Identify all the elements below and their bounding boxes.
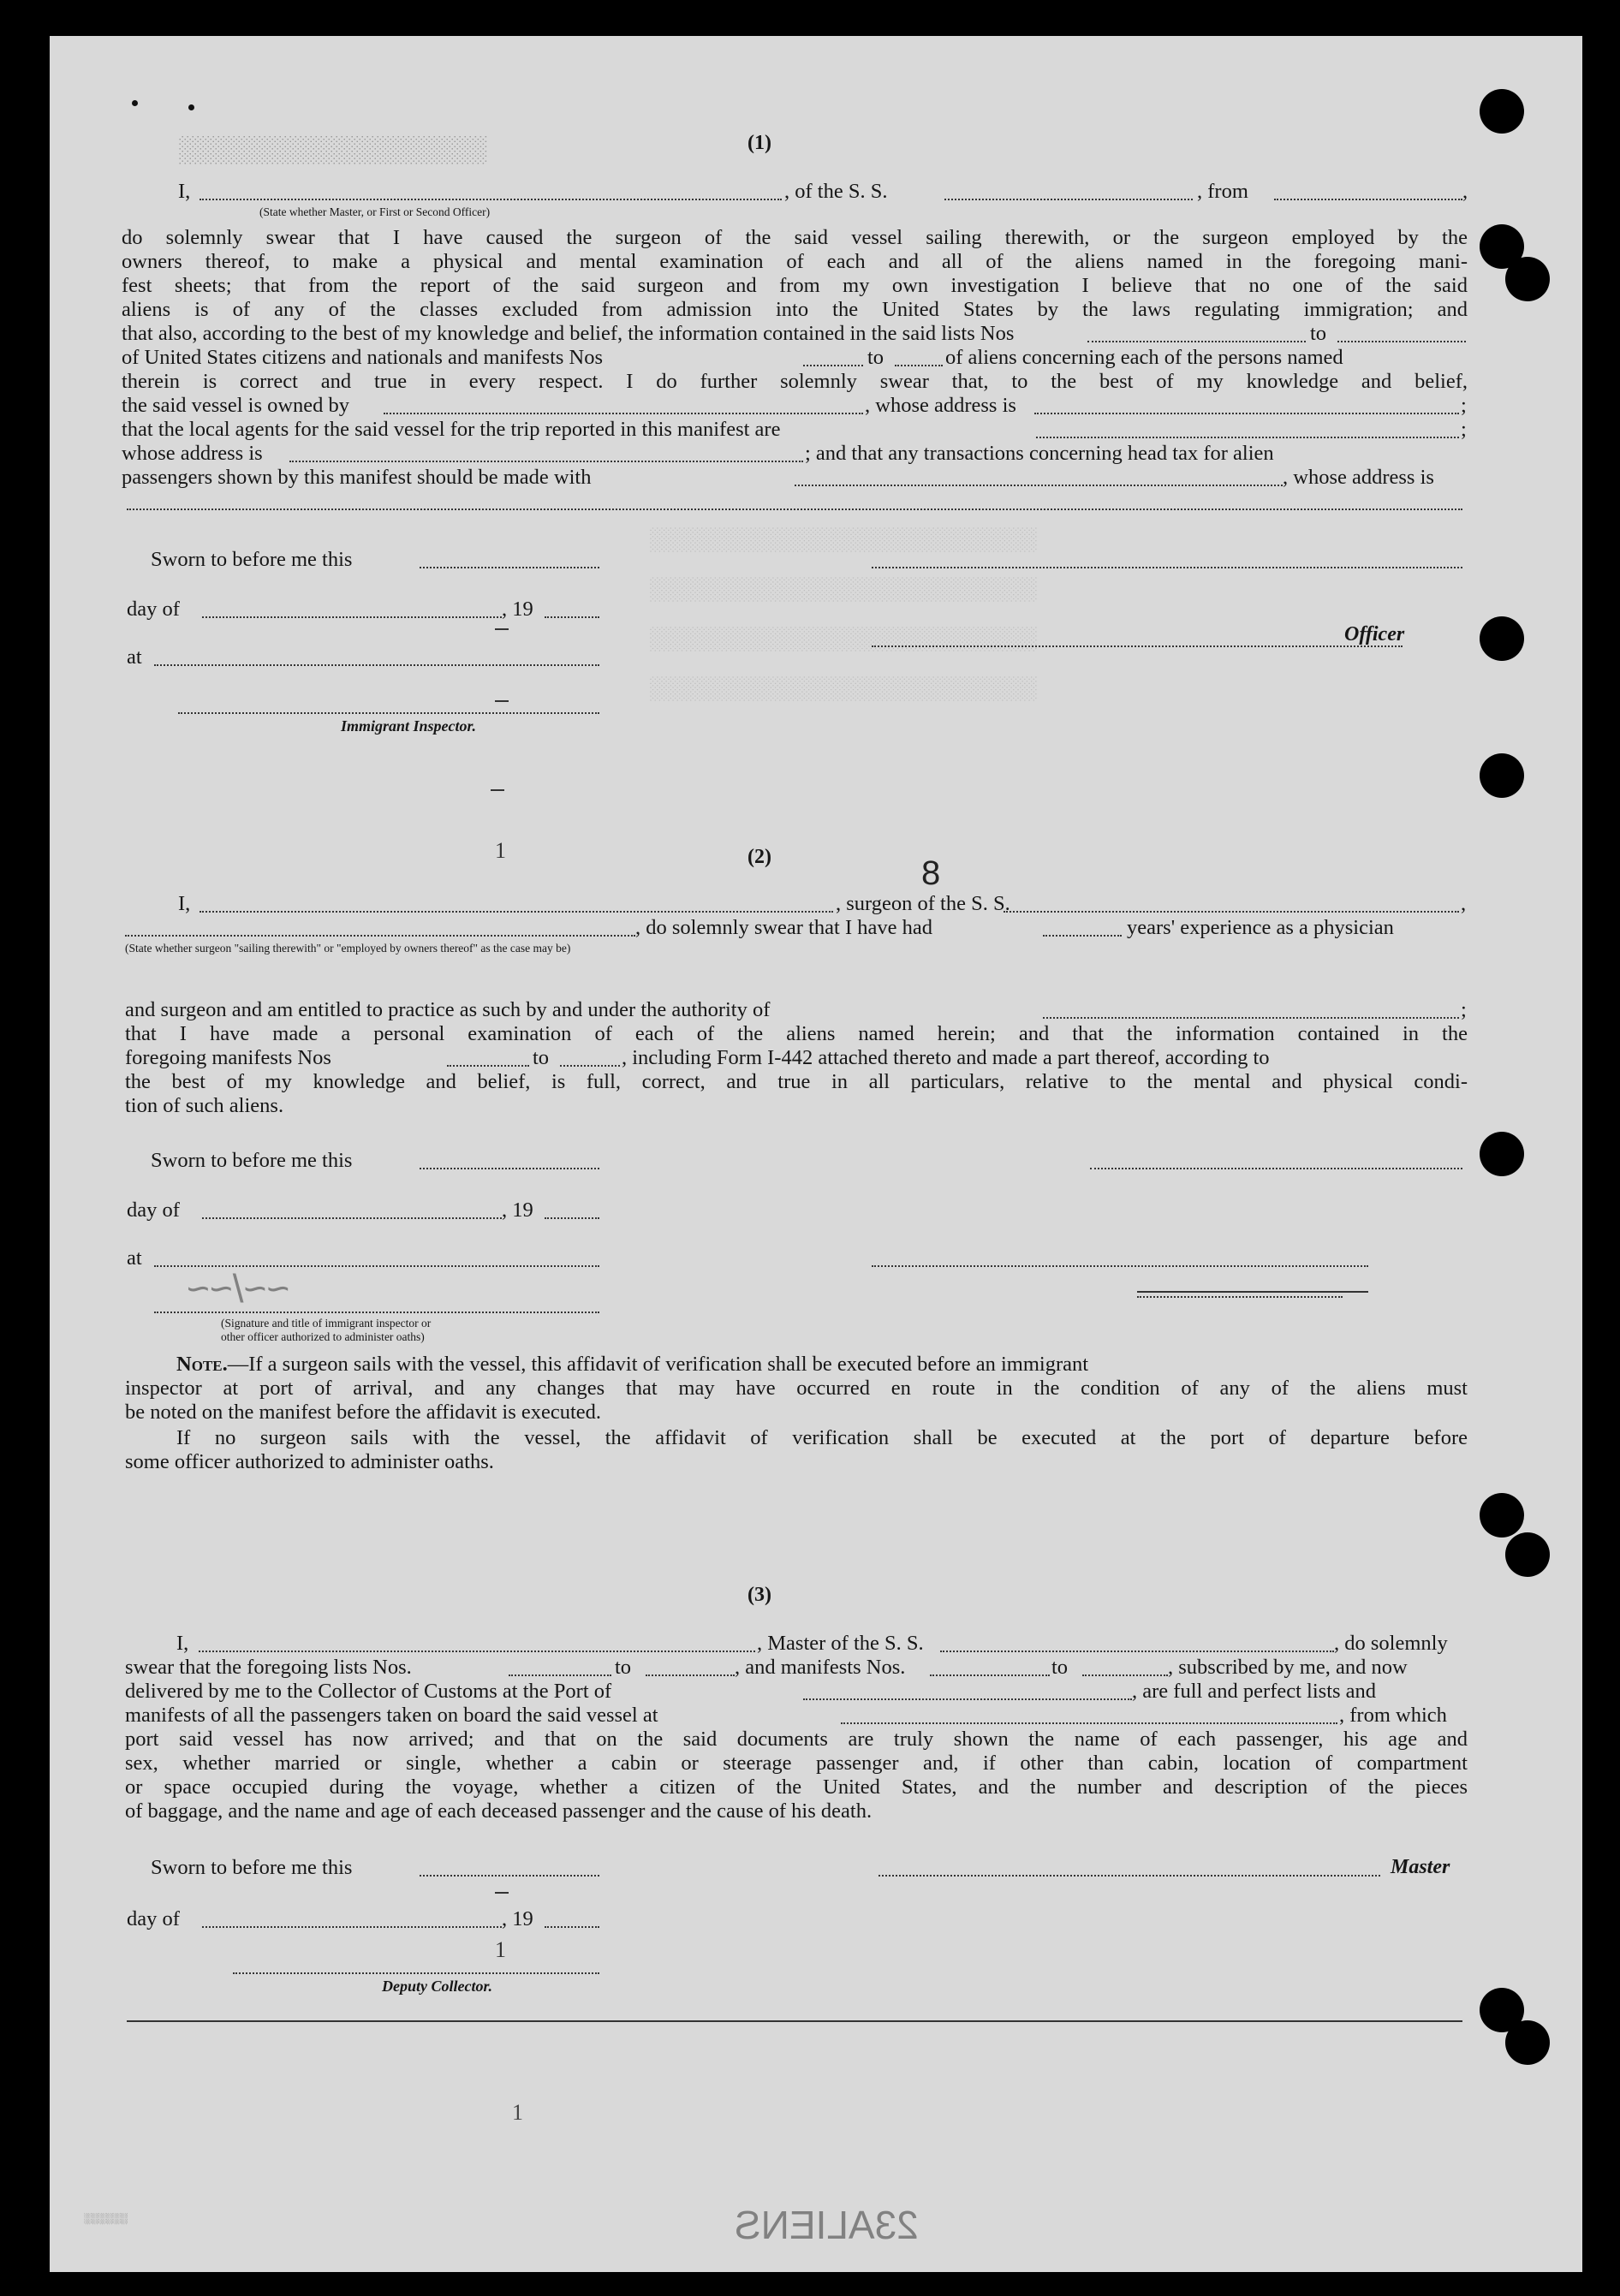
oath-line: whose address is: [122, 442, 263, 465]
punch-hole: [1505, 2020, 1550, 2065]
oath-line: the said vessel is owned by: [122, 394, 350, 417]
master-signature-field[interactable]: [878, 1875, 1380, 1877]
note-line: some officer authorized to administer oaths.: [125, 1450, 494, 1473]
day-of-label: day of: [127, 598, 180, 621]
from-port-field[interactable]: [1274, 199, 1462, 200]
surgeon-sworn-field[interactable]: [420, 1168, 599, 1169]
owner-address-field[interactable]: [1034, 413, 1459, 414]
master-day-field[interactable]: [202, 1926, 502, 1928]
punch-hole: [1480, 89, 1524, 134]
at-label: at: [127, 1246, 142, 1270]
day-of-label: day of: [127, 1199, 180, 1222]
authority-field[interactable]: [1043, 1017, 1459, 1019]
section-3-number: (3): [747, 1584, 771, 1606]
master-oath-line: swear that the foregoing lists Nos.: [125, 1656, 412, 1679]
sworn-label: Sworn to before me this: [151, 548, 353, 571]
head-tax-field[interactable]: [795, 485, 1283, 486]
oath-line: therein is correct and true in every respect. I do further solemnly swear that, to the best of my knowledge and belief,: [122, 370, 1468, 393]
note-line: If no surgeon sails with the vessel, the affidavit of verification shall be executed at the port of departure before: [176, 1426, 1468, 1449]
punch-hole: [1480, 1132, 1524, 1176]
surgeon-inspector-signature-field[interactable]: [154, 1312, 599, 1313]
surgeon-type-note: (State whether surgeon "sailing therewith" or "employed by owners thereof" as the case may be): [125, 942, 571, 955]
surgeon-right-rule: [1137, 1291, 1368, 1293]
ink-dot: [188, 104, 194, 110]
head-tax-address-field[interactable]: [127, 509, 1462, 510]
section-2-number: (2): [747, 846, 771, 868]
master-name-field[interactable]: [200, 199, 782, 200]
sworn-label: Sworn to before me this: [151, 1856, 353, 1879]
at-label: at: [127, 645, 142, 669]
master-oath-line: delivered by me to the Collector of Customs at the Port of: [125, 1680, 612, 1703]
inspector-caption-line-1: (Signature and title of immigrant inspector or: [221, 1317, 432, 1329]
punch-hole: [1480, 616, 1524, 661]
officer-field[interactable]: [872, 645, 1403, 647]
oath-line: do solemnly swear that I have caused the surgeon of the said vessel sailing therewith, or the surgeon employed by the: [122, 226, 1468, 249]
agents-field[interactable]: [1036, 437, 1459, 438]
section-1-number: (1): [747, 132, 771, 154]
punch-hole: [1505, 1532, 1550, 1577]
oath-line: fest sheets; that from the report of the said surgeon and from my own investigation I believe that no one of the said: [122, 274, 1468, 297]
oath-line: passengers shown by this manifest should be made with: [122, 466, 592, 489]
manifests-from-field[interactable]: [803, 365, 863, 366]
surgeon-right-field-2[interactable]: [872, 1265, 1368, 1267]
master-label: Master: [1391, 1856, 1450, 1878]
oath-line: that the local agents for the said vessel for the trip reported in this manifest are: [122, 418, 781, 441]
inspector-caption: Immigrant Inspector.: [341, 717, 477, 735]
inspector-signature-field[interactable]: [178, 712, 599, 714]
master-oath-line: of baggage, and the name and age of each deceased passenger and the cause of his death.: [125, 1799, 873, 1823]
printer-footer: ░░░░░░: [84, 2212, 128, 2224]
note-line: Note.—If a surgeon sails with the vessel, this affidavit of verification shall be executed before an immigrant: [176, 1353, 1089, 1376]
punch-hole: [1480, 1493, 1524, 1538]
surgeon-oath-line: and surgeon and am entitled to practice as such by and under the authority of: [125, 998, 771, 1021]
master-manifests-from-field[interactable]: [930, 1674, 1050, 1676]
day-of-label: day of: [127, 1907, 180, 1930]
ship-name-field[interactable]: [944, 199, 1193, 200]
day-of-field[interactable]: [202, 616, 502, 618]
section-1-line-1: I,: [178, 180, 191, 203]
surgeon-oath-line: tion of such aliens.: [125, 1094, 284, 1117]
manifest-back-page: ░░░░░░░░░░░░░░░░░░░░ ░░░░░░░░░░░░░░░░░░░░░░░░░░░░░ ░░░░░░░░░░░░░░░░░░░░░░░░░░░░░ ░░░░░░░░░░░░░░░░░░░░░░░░░░░░░ ░░░░░░░░░░░░░░░░░░░░░░░░░░░░░ (1) I, , of the S. S. , from , (State whether Master, or First or Second Officer) do solemnly swear that I have caused the surgeon of the said vessel sailing therewith, or the surgeon employed by the owners thereof, to make a physical and mental examination of each and all of the aliens named in the foregoing mani- fest sheets; that from the report of the said surgeon and from my own investigation I believe that no one of the said aliens is of any of the classes excluded from admission into the United States by the laws regulating immigration; and that also, according to the best of my knowledge and belief, the information contained in the said lists Nos to of United States citizens and nationals and manifests Nos to of aliens concerning each of the persons named therein is correct and true in every respect. I do further solemnly swear that, to the best of my knowledge and belief, the said vessel is owned by , whose address is ; that the local agents for the said vessel for the trip reported in this manifest are ; whose address is ; and that any transactions concerning head tax for alien passengers shown by this manifest should be made with , whose address is Sworn to before me this day of , 19 Officer at Immigrant Inspector. 1 (2) I, , surgeon of the S. S. , 8 , do solemnly swear that I have had years' experience as a physician (State whether surgeon "sailing therewith" or "employed by owners thereof" as the case may be) and surgeon and am entitled to practice as such by and under the authority of ; that I have made a personal examination of each of the aliens named herein; and that the information contained in the foregoing manifests Nos to , including Form I-442 attached thereto and made a part thereof, according to the best of my knowledge and belief, is full, correct, and true in all particulars, relative to the mental and physical condi- tion of such aliens. Sworn to before me this day of , 19 at ~~/~~ (Signature and title of immigrant inspector or other officer authorized to administer oaths) Note.—If a surgeon sails with the vessel, this affidavit of verification shall be executed before an immigrant inspector at port of arrival, and any changes that may have occurred en route in the condition of any of the aliens must be noted on the manifest before the affidavit is executed. If no surgeon sails with the vessel, the affidavit of verification shall be executed at the port of departure before some officer authorized to administer oaths. (3) I, , Master of the S. S. , do solemnly swear that the foregoing lists Nos. to , and manifests Nos. to , subscribed by me, and now delivered by me to the Collector of Customs at the Port of , are full and perfect lists and manifests of all the passengers taken on board the said vessel at , from which port said vessel has now arrived; and that on the said documents are truly shown the name of each passenger, his age and sex, whether married or single, whether a cabin or steerage passenger and, if other than cabin, location of compartment or space occupied during the voyage, whether a citizen of the United States, and the number and description of the pieces of baggage, and the name and age of each deceased passenger and the cause of his death. Sworn to before me this Master day of , 19 1 Deputy Collector. 1 ░░░░░░ 23ALIENS: [50, 36, 1582, 2272]
note-line: be noted on the manifest before the affidavit is executed.: [125, 1401, 602, 1424]
surgeon-manifests-from-field[interactable]: [447, 1065, 529, 1067]
surgeon-ship-field[interactable]: [1004, 911, 1459, 913]
lists-to-field[interactable]: [1337, 341, 1466, 342]
master-oath-line: or space occupied during the voyage, whether a citizen of the United States, and the number and description of the pieces: [125, 1776, 1468, 1799]
lists-from-field[interactable]: [1087, 341, 1306, 342]
surgeon-type-field[interactable]: [125, 935, 635, 937]
master-sworn-field[interactable]: [420, 1875, 599, 1877]
surgeon-oath-line: that I have made a personal examination of each of the aliens named herein; and that the information contained in the: [125, 1022, 1468, 1045]
signature-bleed: ~~/~~: [187, 1266, 290, 1311]
surgeon-manifests-to-field[interactable]: [560, 1065, 620, 1067]
mark-8: 8: [921, 854, 941, 892]
master-oath-line: manifests of all the passengers taken on board the said vessel at: [125, 1704, 658, 1727]
oath-line: aliens is of any of the classes excluded from admission into the United States by the laws regulating immigration; and: [122, 298, 1468, 321]
master-manifests-to-field[interactable]: [1082, 1674, 1168, 1676]
bleed-through-rows: ░░░░░░░░░░░░░░░░░░░░░░░░░░░░░ ░░░░░░░░░░░░░░░░░░░░░░░░░░░░░ ░░░░░░░░░░░░░░░░░░░░░░░░░░░░░ ░░░░░░░░░░░░░░░░░░░░░░░░░░░░░: [649, 527, 1037, 702]
oath-line: owners thereof, to make a physical and mental examination of each and all of the aliens named in the foregoing mani-: [122, 250, 1468, 273]
inspector-caption-line-2: other officer authorized to administer oaths): [221, 1330, 425, 1343]
surgeon-oath-line: the best of my knowledge and belief, is full, correct, and true in all particulars, relative to the mental and physical condi-: [125, 1070, 1468, 1093]
master-oath-line: sex, whether married or single, whether a cabin or steerage passenger and, if other than cabin, location of compartment: [125, 1752, 1468, 1775]
surgeon-year-field[interactable]: [545, 1217, 599, 1219]
note-label: Note.: [176, 1353, 228, 1376]
year-field[interactable]: [545, 616, 599, 618]
collector-port-field[interactable]: [803, 1698, 1132, 1700]
embarkation-port-field[interactable]: [841, 1722, 1337, 1724]
punch-hole: [1480, 753, 1524, 798]
master-lists-from-field[interactable]: [509, 1674, 611, 1676]
at-field[interactable]: [154, 664, 599, 666]
punch-hole: [1505, 257, 1550, 301]
deputy-collector-caption: Deputy Collector.: [382, 1978, 492, 1995]
agents-address-field[interactable]: [289, 461, 803, 462]
master-name-field-3[interactable]: [199, 1651, 755, 1652]
officer-signature-field[interactable]: [872, 567, 1462, 568]
surgeon-oath-line: foregoing manifests Nos: [125, 1046, 331, 1069]
surgeon-name-field[interactable]: [200, 911, 833, 913]
surgeon-right-field-3[interactable]: [1137, 1296, 1343, 1298]
bleed-through-header: ░░░░░░░░░░░░░░░░░░░░: [178, 137, 487, 166]
bottom-rule: [127, 2020, 1462, 2022]
officer-label: Officer: [1344, 623, 1405, 645]
bottom-stamp: 23ALIENS: [735, 2203, 919, 2247]
title-note: (State whether Master, or First or Second Officer): [259, 205, 491, 218]
years-experience-field[interactable]: [1043, 935, 1122, 937]
surgeon-day-field[interactable]: [202, 1217, 502, 1219]
oath-line: that also, according to the best of my knowledge and belief, the information contained in the said lists Nos: [122, 322, 1015, 345]
oath-line: of United States citizens and nationals and manifests Nos: [122, 346, 604, 369]
deputy-collector-signature-field[interactable]: [233, 1972, 599, 1974]
sworn-date-field[interactable]: [420, 567, 599, 568]
master-lists-to-field[interactable]: [646, 1674, 735, 1676]
master-year-field[interactable]: [545, 1926, 599, 1928]
note-line: inspector at port of arrival, and any changes that may have occurred en route in the condition of any of the aliens must: [125, 1377, 1468, 1400]
manifests-to-field[interactable]: [895, 365, 943, 366]
sworn-label: Sworn to before me this: [151, 1149, 353, 1172]
ink-dot: [132, 100, 138, 106]
owner-field[interactable]: [384, 413, 863, 414]
surgeon-right-field[interactable]: [1090, 1168, 1462, 1169]
master-ship-field[interactable]: [940, 1651, 1334, 1652]
master-oath-line: port said vessel has now arrived; and that on the said documents are truly shown the name of each passenger, his age and: [125, 1728, 1468, 1751]
